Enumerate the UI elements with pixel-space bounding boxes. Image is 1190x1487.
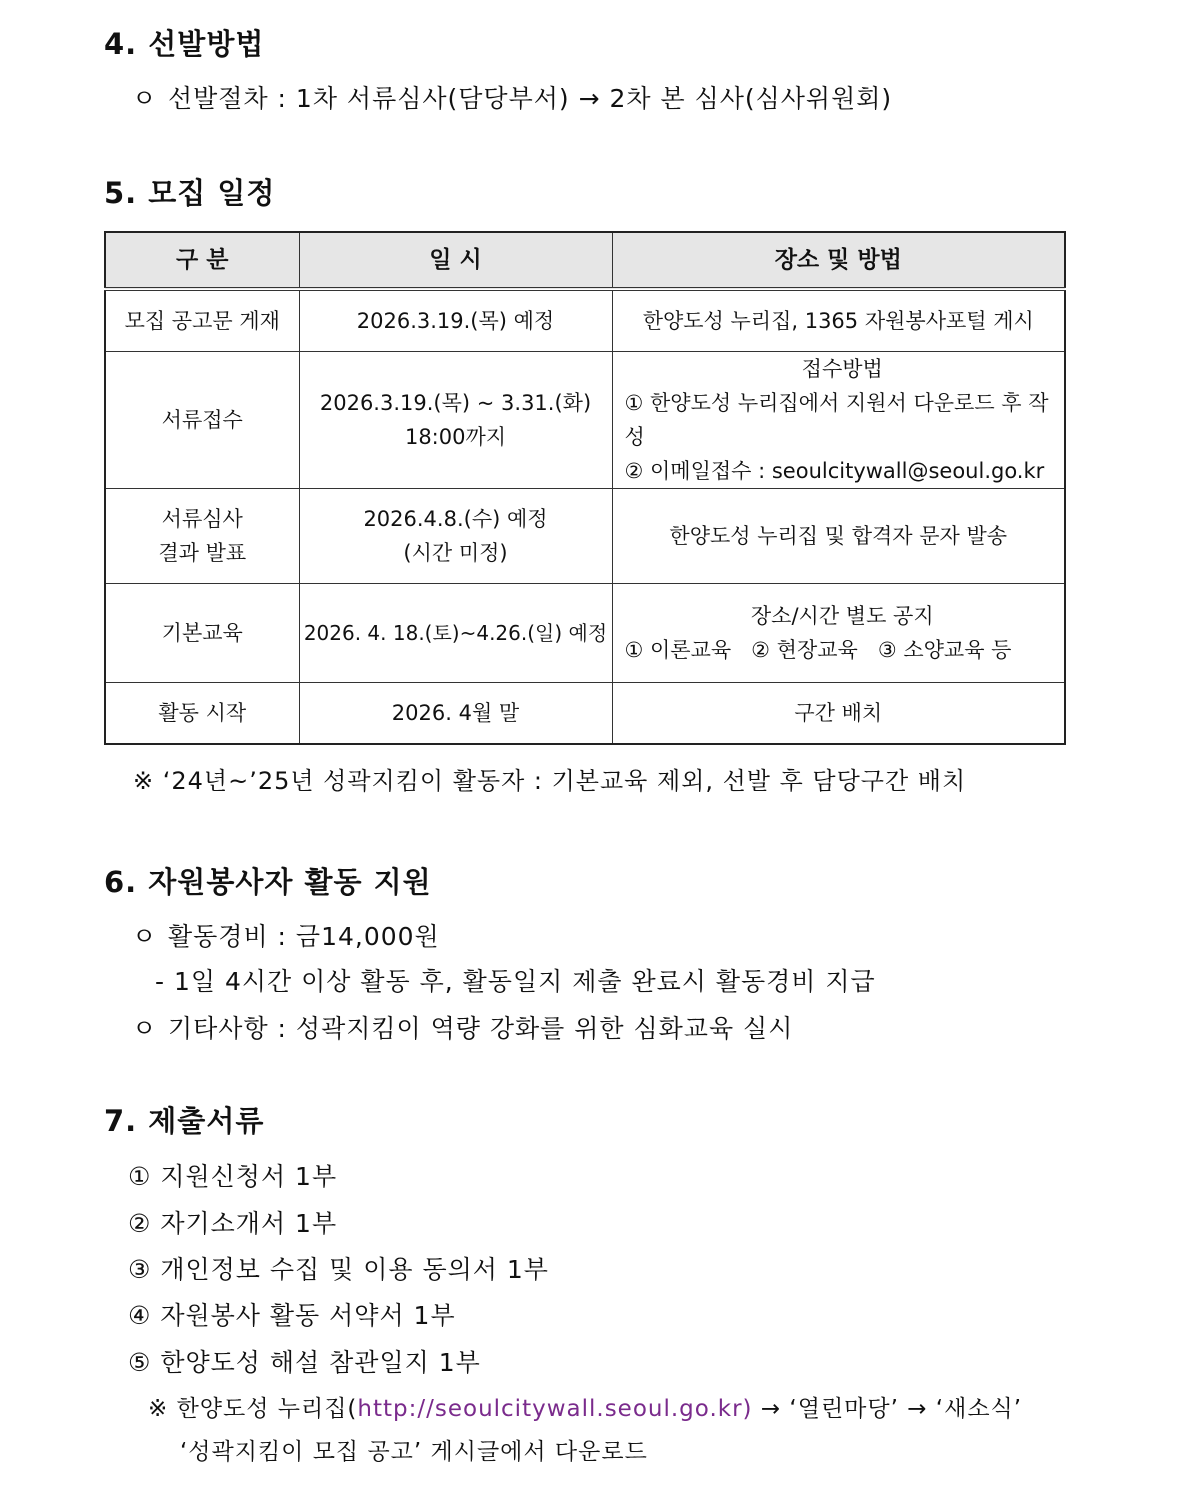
- cell-category: 서류심사 결과 발표: [105, 488, 299, 583]
- document-item: ⑤ 한양도성 해설 참관일지 1부: [128, 1348, 481, 1377]
- cell-category: 서류접수: [105, 351, 299, 488]
- cell-place: 한양도성 누리집 및 합격자 문자 발송: [612, 488, 1065, 583]
- section-7-note: ※ 한양도성 누리집(http://seoulcitywall.seoul.go.kr) → ‘열린마당’ → ‘새소식’: [148, 1396, 1023, 1422]
- table-row: [105, 682, 1065, 744]
- header-category: 구 분: [105, 232, 299, 289]
- section-6-bullet-1: ㅇ: [132, 922, 158, 951]
- table-row: [105, 583, 1065, 682]
- cell-datetime: 2026.4.8.(수) 예정 (시간 미정): [299, 488, 612, 583]
- section-6-item-1: 활동경비 : 금14,000원: [168, 922, 440, 951]
- cell-category: 모집 공고문 게재: [105, 289, 299, 351]
- section-7-note-line-2: ‘성곽지킴이 모집 공고’ 게시글에서 다운로드: [180, 1439, 648, 1465]
- section-4-bullet: ㅇ: [132, 84, 158, 113]
- section-4-text: 선발절차 : 1차 서류심사(담당부서) → 2차 본 심사(심사위원회): [168, 84, 893, 113]
- header-place: 장소 및 방법: [612, 232, 1065, 289]
- document-item: ④ 자원봉사 활동 서약서 1부: [128, 1301, 456, 1330]
- homepage-link[interactable]: http://seoulcitywall.seoul.go.kr): [357, 1396, 753, 1422]
- section-6-bullet-2: ㅇ: [132, 1014, 158, 1043]
- cell-place: 한양도성 누리집, 1365 자원봉사포털 게시: [612, 289, 1065, 351]
- document-item: ① 지원신청서 1부: [128, 1162, 338, 1191]
- section-6-heading: 6. 자원봉사자 활동 지원: [104, 865, 432, 899]
- cell-datetime: 2026.3.19.(목) 예정: [299, 289, 612, 351]
- section-5-note: ※ ‘24년~’25년 성곽지킴이 활동자 : 기본교육 제외, 선발 후 담당구간 배치: [133, 767, 967, 795]
- section-5-heading: 5. 모집 일정: [104, 176, 276, 210]
- section-6-item-1-sub: - 1일 4시간 이상 활동 후, 활동일지 제출 완료시 활동경비 지급: [155, 967, 876, 996]
- table-row: [105, 488, 1065, 583]
- cell-datetime: 2026. 4월 말: [299, 682, 612, 744]
- cell-place: 접수방법 ① 한양도성 누리집에서 지원서 다운로드 후 작성 ② 이메일접수 : seoulcitywall@seoul.go.kr: [612, 351, 1065, 488]
- cell-datetime: 2026. 4. 18.(토)~4.26.(일) 예정: [299, 583, 612, 682]
- document-item: ③ 개인정보 수집 및 이용 동의서 1부: [128, 1255, 549, 1284]
- cell-category: 기본교육: [105, 583, 299, 682]
- table-header-row: [105, 232, 1065, 289]
- schedule-table: [104, 231, 1066, 745]
- table-row: [105, 351, 1065, 488]
- section-7-heading: 7. 제출서류: [104, 1104, 265, 1138]
- header-datetime: 일 시: [299, 232, 612, 289]
- section-6-item-2: 기타사항 : 성곽지킴이 역량 강화를 위한 심화교육 실시: [168, 1014, 794, 1043]
- cell-place: 구간 배치: [612, 682, 1065, 744]
- cell-datetime: 2026.3.19.(목) ~ 3.31.(화) 18:00까지: [299, 351, 612, 488]
- table-row: [105, 289, 1065, 351]
- section-4-heading: 4. 선발방법: [104, 27, 265, 61]
- cell-place: 장소/시간 별도 공지 ① 이론교육 ② 현장교육 ③ 소양교육 등: [612, 583, 1065, 682]
- document-item: ② 자기소개서 1부: [128, 1209, 338, 1238]
- cell-category: 활동 시작: [105, 682, 299, 744]
